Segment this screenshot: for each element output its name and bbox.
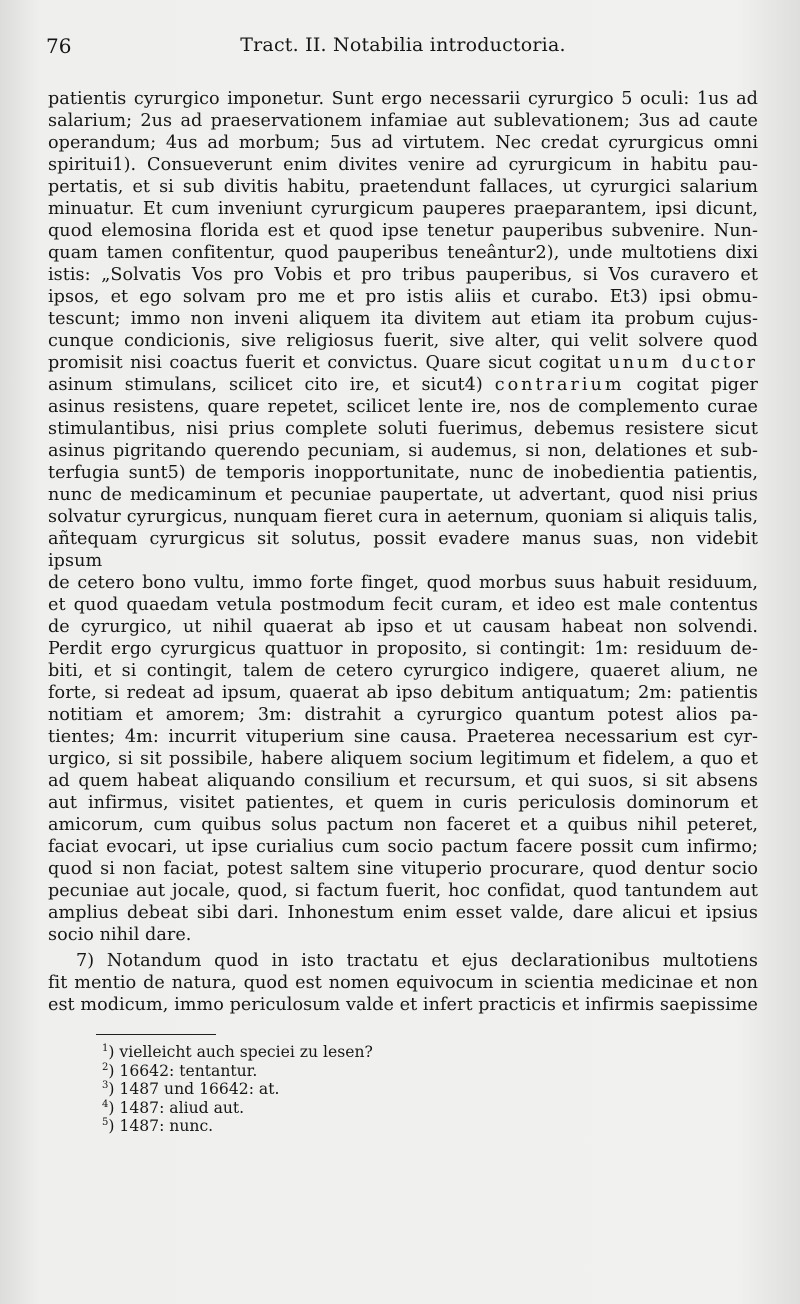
text-line: minuatur. Et cum inveniunt cyrurgicum pauperes praeparantem, ipsi dicunt, bbox=[48, 199, 758, 219]
text-line: salarium; 2us ad praeservationem infamiae aut sublevationem; 3us ad caute bbox=[48, 111, 758, 131]
footnote-mark: 1 bbox=[102, 1042, 109, 1054]
text-line: fit mentio de natura, quod est nomen equivocum in scientia medicinae et non bbox=[48, 973, 758, 993]
text-line: ipsos, et ego solvam pro me et pro istis aliis et curabo. Et3) ipsi obmu- bbox=[48, 287, 758, 307]
text-line: et quod quaedam vetula postmodum fecit curam, et ideo est male contentus bbox=[48, 595, 758, 615]
text-segment: asinum stimulans, scilicet cito ire, et sicut4) bbox=[48, 375, 495, 395]
text-line: ad quem habeat aliquando consilium et recursum, et qui suos, si sit absens bbox=[48, 771, 758, 791]
footnote-text: ) 1487: aliud aut. bbox=[108, 1098, 245, 1117]
text-line: de cyrurgico, ut nihil quaerat ab ipso et ut causam habeat non solvendi. bbox=[48, 617, 758, 637]
footnote bbox=[102, 1043, 758, 1062]
text-line: aut infirmus, visitet patientes, et quem in curis periculosis dominorum et bbox=[48, 793, 758, 813]
footnote-mark: 5 bbox=[102, 1116, 109, 1128]
text-line: Perdit ergo cyrurgicus quattuor in proposito, si contingit: 1m: residuum de- bbox=[48, 639, 758, 659]
text-line: pertatis, et si sub divitis habitu, praetendunt fallaces, ut cyrurgici salarium bbox=[48, 177, 758, 197]
text-line: pecuniae aut jocale, quod, si factum fuerit, hoc confidat, quod tantundem aut bbox=[48, 881, 758, 901]
text-line: socio nihil dare. bbox=[48, 925, 192, 945]
text-line: forte, si redeat ad ipsum, quaerat ab ipso debitum antiquatum; 2m: patientis bbox=[48, 683, 758, 703]
text-line bbox=[48, 374, 758, 396]
text-line: solvatur cyrurgicus, nunquam fieret cura in aeternum, quoniam si aliquis talis, bbox=[48, 507, 758, 527]
text-line: asinus pigritando querendo pecuniam, si audemus, si non, delationes et sub- bbox=[48, 441, 758, 461]
footnote-mark: 3 bbox=[102, 1079, 109, 1091]
footnote-text: ) 1487: nunc. bbox=[108, 1117, 214, 1135]
footnote bbox=[102, 1099, 758, 1118]
text-line bbox=[48, 352, 758, 374]
text-line: añtequam cyrurgicus sit solutus, possit evadere manus suas, non videbit ipsum bbox=[48, 529, 758, 571]
spaced-emphasis: contrarium bbox=[494, 375, 625, 395]
text-line: quod si non faciat, potest saltem sine vituperio procurare, quod dentur socio bbox=[48, 859, 758, 879]
footnote-text: ) 1487 und 16642: at. bbox=[108, 1080, 280, 1098]
footnotes bbox=[102, 1043, 758, 1136]
running-header bbox=[48, 30, 758, 62]
text-line: tescunt; immo non inveni aliquem ita divitem aut etiam ita probum cujus- bbox=[48, 309, 758, 329]
text-line: asinus resistens, quare repetet, scilicet lente ire, nos de complemento curae bbox=[48, 397, 758, 417]
text-line: notitiam et amorem; 3m: distrahit a cyrurgico quantum potest alios pa- bbox=[48, 705, 758, 725]
spaced-emphasis: unum ductor bbox=[608, 353, 758, 373]
text-line: tientes; 4m: incurrit vituperium sine causa. Praeterea necessarium est cyr- bbox=[48, 727, 758, 747]
running-title: Tract. II. Notabilia introductoria. bbox=[240, 34, 566, 56]
text-segment: cogitat piger bbox=[624, 375, 758, 395]
text-line: operandum; 4us ad morbum; 5us ad virtutem. Nec credat cyrurgicus omni bbox=[48, 133, 758, 153]
text-line: patientis cyrurgico imponetur. Sunt ergo necessarii cyrurgico 5 oculi: 1us ad bbox=[48, 89, 758, 109]
text-line: quam tamen confitentur, quod pauperibus teneântur2), unde multotiens dixi bbox=[48, 243, 758, 263]
text-line: est modicum, immo periculosum valde et infert practicis et infirmis saepissime bbox=[48, 995, 758, 1015]
text-line: stimulantibus, nisi prius complete soluti fuerimus, debemus resistere sicut bbox=[48, 419, 758, 439]
text-line: terfugia sunt5) de temporis inopportunitate, nunc de inobedientia patientis, bbox=[48, 463, 758, 483]
footnote-separator bbox=[96, 1034, 216, 1035]
text-line: quod elemosina florida est et quod ipse tenetur pauperibus subvenire. Nun- bbox=[48, 221, 758, 241]
text-segment: promisit nisi coactus fuerit et convictus. Quare sicut cogitat bbox=[48, 353, 609, 373]
text-line: istis: „Solvatis Vos pro Vobis et pro tribus pauperibus, si Vos curavero et bbox=[48, 265, 758, 285]
text-line: de cetero bono vultu, immo forte finget, quod morbus suus habuit residuum, bbox=[48, 573, 758, 593]
page-number: 76 bbox=[46, 34, 72, 58]
text-line: urgico, si sit possibile, habere aliquem socium legitimum et fidelem, a quo et bbox=[48, 749, 758, 769]
text-line: amplius debeat sibi dari. Inhonestum enim esset valde, dare alicui et ipsius bbox=[48, 903, 758, 923]
text-line: faciat evocari, ut ipse curialius cum socio pactum facere possit cum infirmo; bbox=[48, 837, 758, 857]
text-line: amicorum, cum quibus solus pactum non faceret et a quibus nihil peteret, bbox=[48, 815, 758, 835]
footnote bbox=[102, 1080, 758, 1099]
footnote-text: ) 16642: tentantur. bbox=[108, 1061, 258, 1080]
footnote bbox=[102, 1062, 758, 1081]
text-line: cunque condicionis, sive religiosus fuerit, sive alter, qui velit solvere quod bbox=[48, 331, 758, 351]
text-line: nunc de medicaminum et pecuniae paupertate, ut advertant, quod nisi prius bbox=[48, 485, 758, 505]
footnote-text: ) vielleicht auch speciei zu lesen? bbox=[108, 1043, 373, 1061]
main-text bbox=[48, 88, 758, 1016]
footnote-mark: 4 bbox=[102, 1098, 109, 1110]
footnote-mark: 2 bbox=[102, 1061, 109, 1073]
text-line: biti, et si contingit, talem de cetero cyrurgico indigere, quaeret alium, ne bbox=[48, 661, 758, 681]
text-line: 7) Notandum quod in isto tractatu et ejus declarationibus multotiens bbox=[76, 951, 758, 971]
footnote bbox=[102, 1117, 758, 1136]
text-line: spiritui1). Consueverunt enim divites venire ad cyrurgicum in habitu pau- bbox=[48, 155, 758, 175]
